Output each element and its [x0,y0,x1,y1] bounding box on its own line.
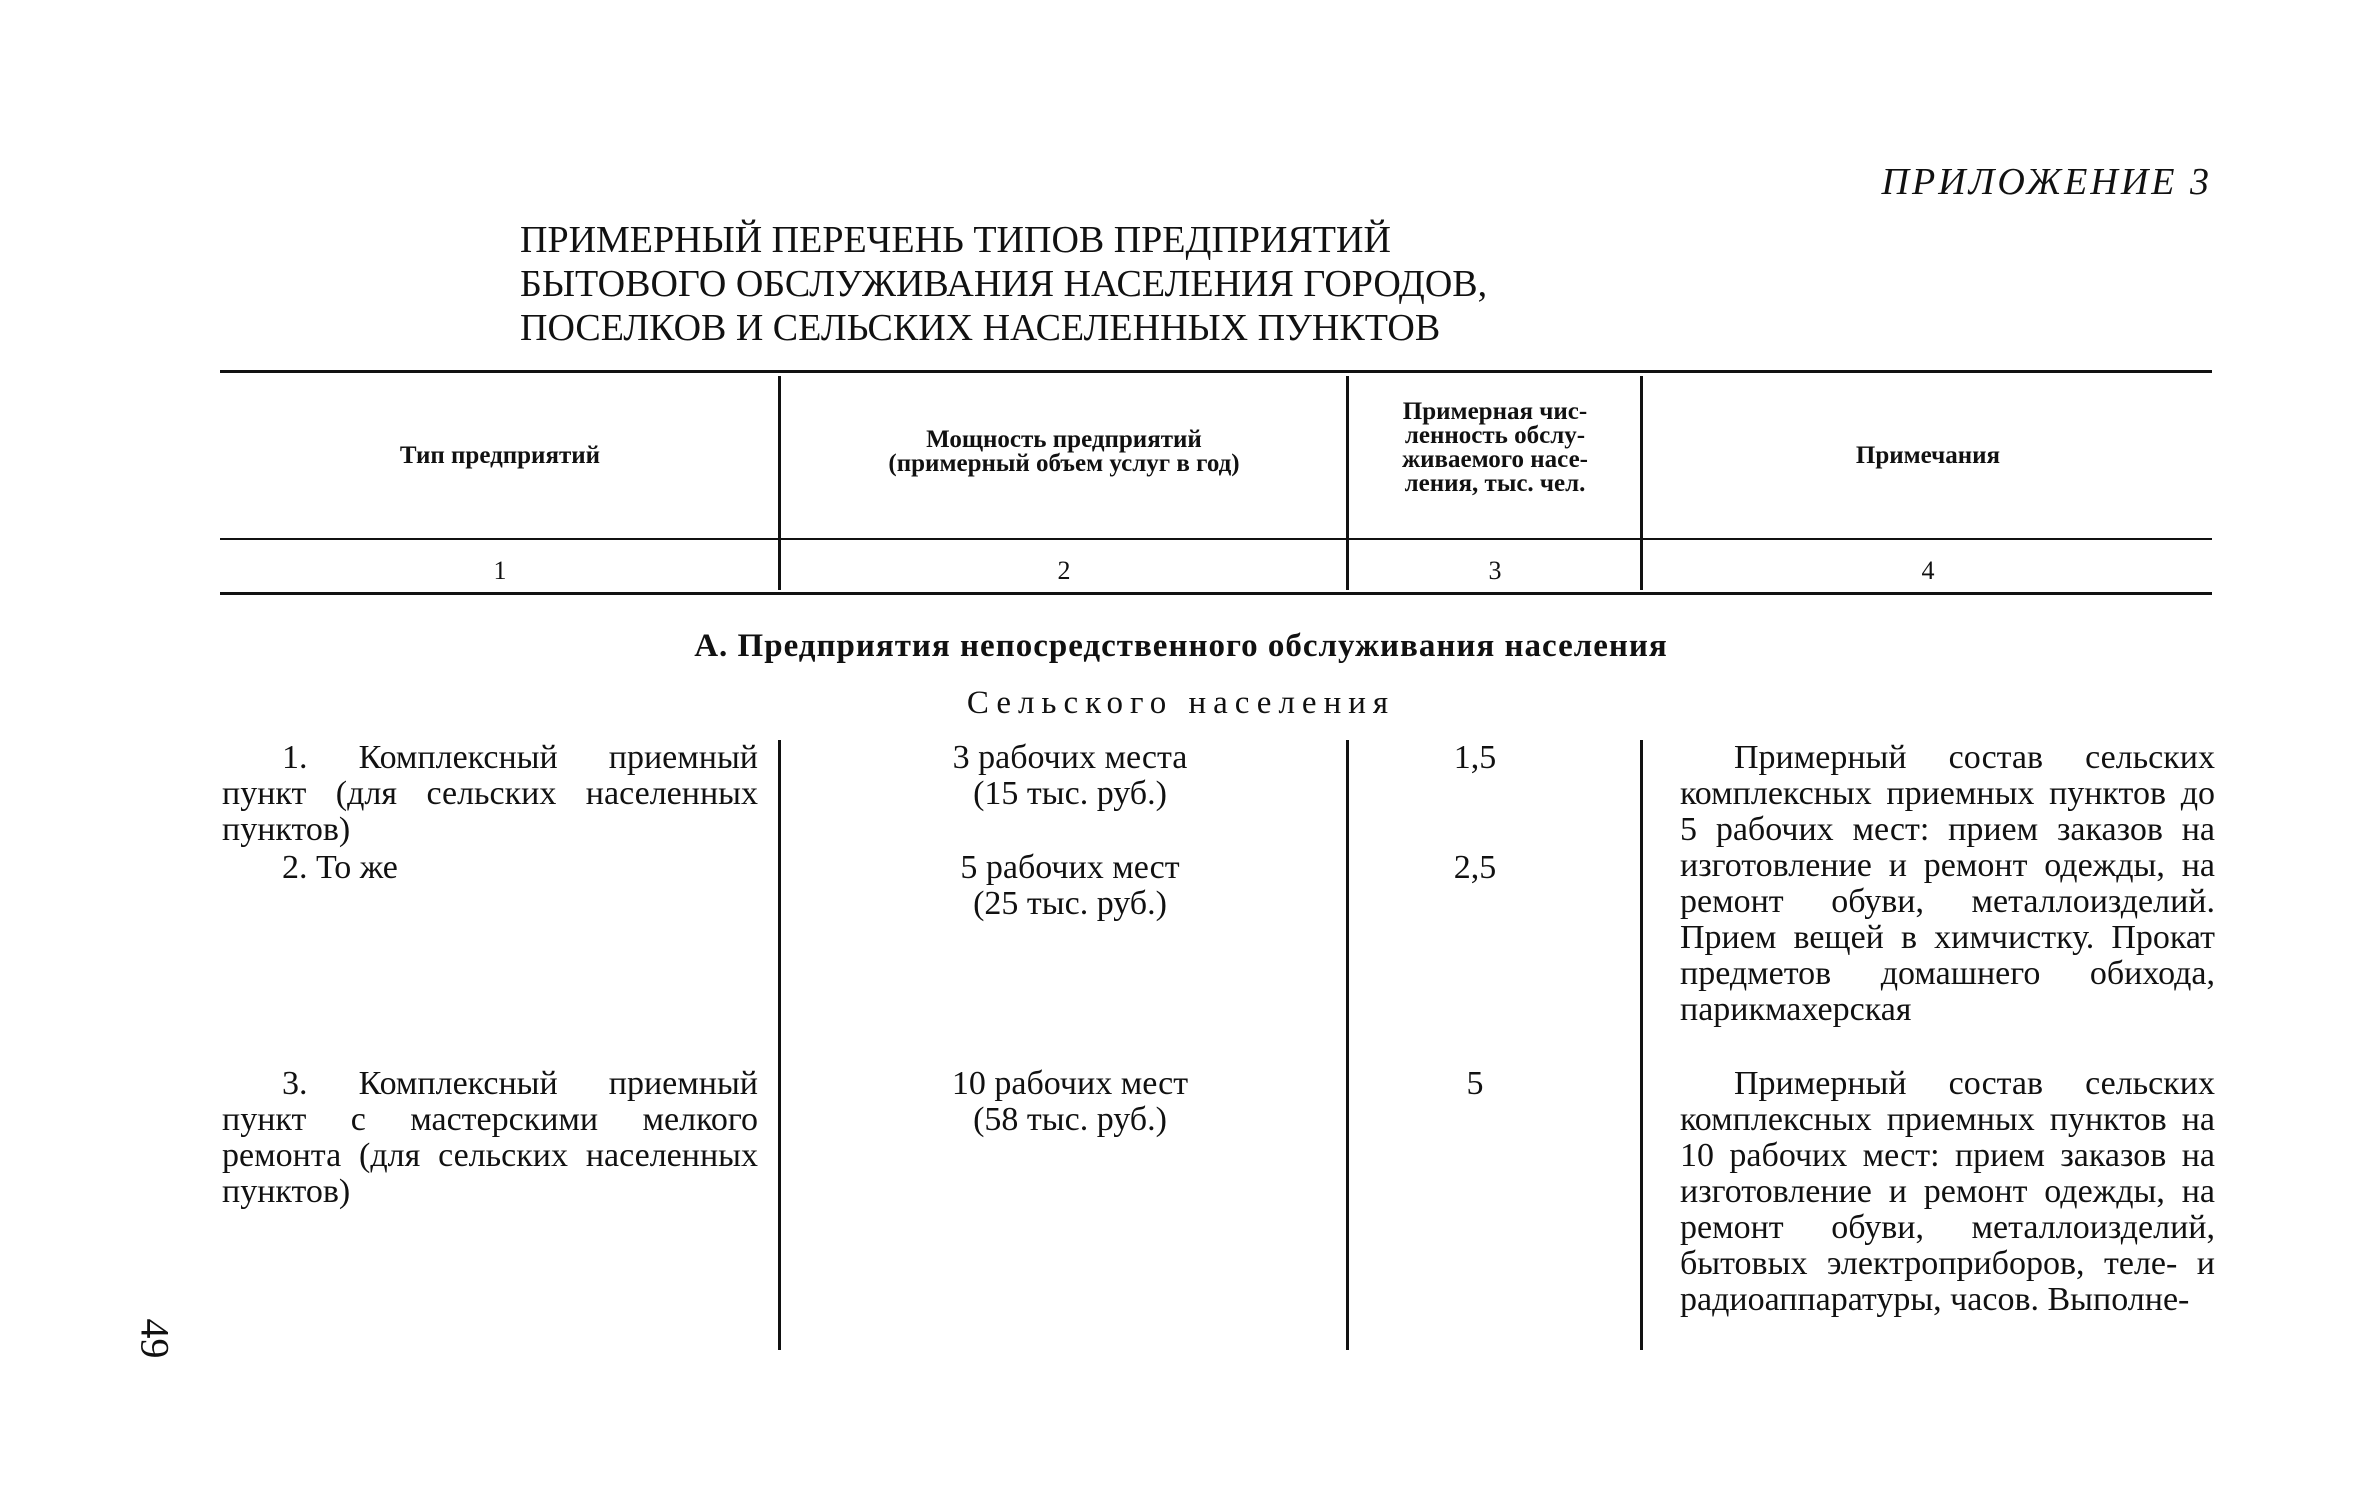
table-row-population: 5 [1466,1065,1484,1102]
header-divider [1346,376,1349,590]
header-population [1350,400,1640,496]
header-divider [778,376,781,590]
row-capacity-line: 10 рабочих мест [951,1065,1189,1102]
table-row-type [222,740,758,848]
header-population-line: ленность обслу- [1404,422,1586,449]
title-line: БЫТОВОГО ОБСЛУЖИВАНИЯ НАСЕЛЕНИЯ ГОРОДОВ, [520,263,1488,305]
appendix-label: ПРИЛОЖЕНИЕ 3 [1881,161,2212,203]
table-row-capacity [860,850,1280,922]
document-title [520,218,1488,350]
page-number: 49 [132,1318,178,1359]
header-notes: Примечания [1855,442,2001,469]
table-row-capacity [860,740,1280,812]
column-number: 3 [1488,556,1502,585]
body-divider [778,740,781,1350]
table-top-rule [220,370,2212,373]
header-population-line: живаемого насе- [1401,446,1589,473]
row-type-text: 1. Комплексный приемный пункт (для сельских населенных пунктов) [222,739,758,848]
row-capacity-line: (15 тыс. руб.) [973,775,1167,812]
row-note-text: Примерный состав сельских комплексных приемных пунктов до 5 рабочих мест: прием заказов на изготовление и ремонт одежды, на ремонт обуви, металлоизделий. Прием вещей в химчистку. Прокат предметов домашнего обихода, парикмахерская [1680,739,2215,1028]
title-line: ПРИМЕРНЫЙ ПЕРЕЧЕНЬ ТИПОВ ПРЕДПРИЯТИЙ [520,219,1391,261]
column-number: 4 [1921,556,1935,585]
column-number-rule [220,592,2212,595]
row-capacity-line: (25 тыс. руб.) [973,885,1167,922]
table-row-capacity [860,1066,1280,1138]
header-divider [1640,376,1643,590]
section-title: А. Предприятия непосредственного обслуживания населения [694,628,1668,664]
body-divider [1640,740,1643,1350]
subsection-title: Сельского населения [966,685,1396,721]
header-bottom-rule [220,538,2212,540]
column-number: 2 [1057,556,1071,585]
header-population-line: ления, тыс. чел. [1404,470,1586,497]
row-capacity-line: (58 тыс. руб.) [973,1101,1167,1138]
column-number: 1 [493,556,507,585]
header-capacity-line: Мощность предприятий [926,426,1202,453]
header-capacity-line: (примерный объем услуг в год) [888,450,1240,477]
table-row-population: 1,5 [1453,739,1497,776]
header-population-line: Примерная чис- [1402,398,1588,425]
row-capacity-line: 5 рабочих мест [960,849,1180,886]
row-capacity-line: 3 рабочих места [952,739,1188,776]
header-capacity [782,428,1346,476]
body-divider [1346,740,1349,1350]
row-type-text: 3. Комплексный приемный пункт с мастерскими мелкого ремонта (для сельских населенных пунктов) [222,1065,758,1210]
header-type: Тип предприятий [399,442,601,469]
table-row-type [222,1066,758,1210]
row-note-text: Примерный состав сельских комплексных приемных пунктов на 10 рабочих мест: прием заказов на изготовление и ремонт одежды, на ремонт обуви, металлоизделий, бытовых электроприборов, теле- и радиоаппаратуры, часов. Выполне- [1680,1065,2215,1318]
table-row-population: 2,5 [1453,849,1497,886]
table-row-type [222,850,758,886]
row-type-text: 2. То же [282,849,398,886]
table-row-note [1680,740,2215,1028]
title-line: ПОСЕЛКОВ И СЕЛЬСКИХ НАСЕЛЕННЫХ ПУНКТОВ [520,307,1441,349]
table-row-note [1680,1066,2215,1318]
